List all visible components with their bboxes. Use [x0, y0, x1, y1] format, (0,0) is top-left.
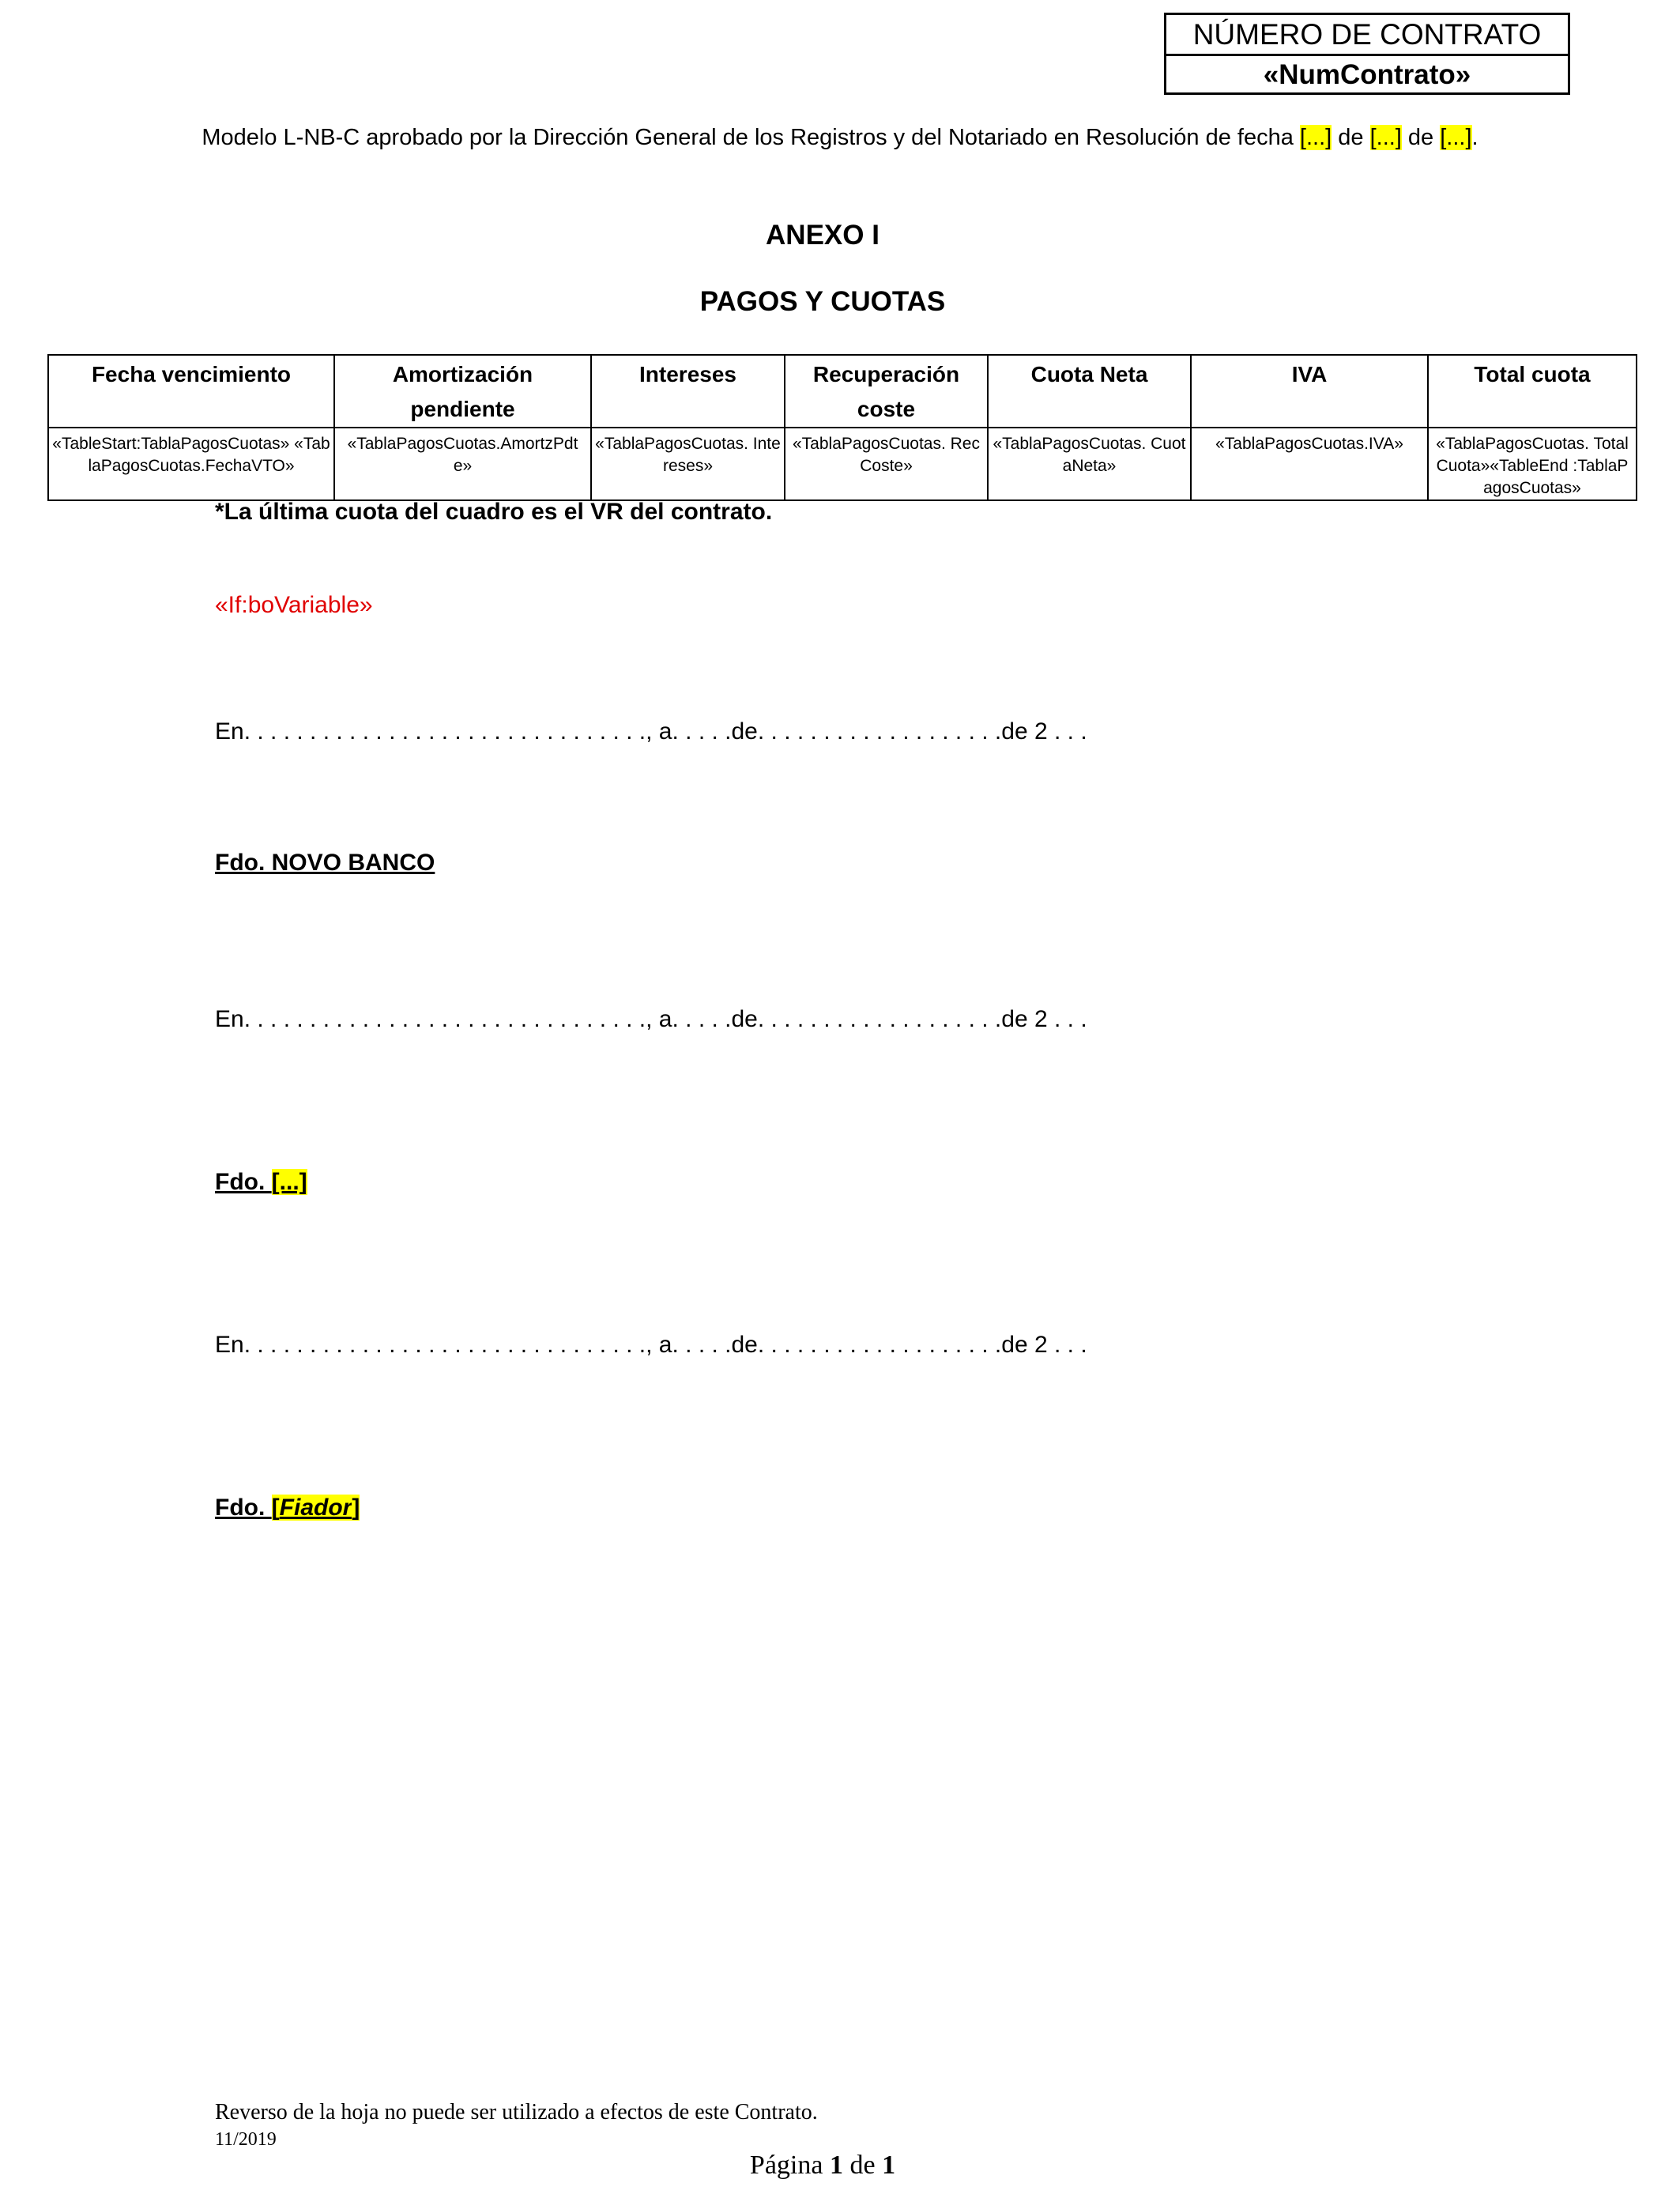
cell-recuperacion-coste: «TablaPagosCuotas. RecCoste» [785, 428, 988, 500]
header-intereses: Intereses [591, 355, 785, 428]
header-total-cuota: Total cuota [1428, 355, 1637, 428]
contract-number-box [1164, 13, 1570, 95]
annex-subtitle: PAGOS Y CUOTAS [699, 286, 946, 317]
signature-fiador-close: ] [352, 1495, 360, 1521]
cell-intereses: «TablaPagosCuotas. Intereses» [591, 428, 785, 500]
contract-number-field: «NumContrato» [1263, 59, 1471, 90]
date-placeholder-month: [...] [1369, 125, 1402, 150]
header-amortizacion-pendiente: Amortización pendiente [334, 355, 591, 428]
page-mid: de [842, 2151, 883, 2180]
date-line-client: En. . . . . . . . . . . . . . . . . . . . . . . . . . . . . . ., a. . . . .de. . . . . . . . . . . . . . . . . . .de 2 . . . [215, 1006, 1087, 1032]
cell-amortizacion-pendiente: «TablaPagosCuotas.AmortzPdte» [334, 428, 591, 500]
header-cuota-neta: Cuota Neta [988, 355, 1191, 428]
modelo-de-1: de [1332, 125, 1370, 150]
signature-client-placeholder: [...] [271, 1169, 307, 1195]
page-total: 1 [882, 2151, 896, 2180]
footer-note: Reverso de la hoja no puede ser utilizado a efectos de este Contrato. [215, 2100, 818, 2124]
header-recuperacion-coste: Recuperación coste [785, 355, 988, 428]
annex-title: ANEXO I [766, 220, 880, 251]
modelo-de-2: de [1401, 125, 1441, 150]
cell-cuota-neta: «TablaPagosCuotas. CuotaNeta» [988, 428, 1191, 500]
payments-table [47, 354, 1637, 501]
modelo-end: . [1471, 125, 1478, 150]
page-current: 1 [829, 2151, 843, 2180]
cell-iva: «TablaPagosCuotas.IVA» [1191, 428, 1428, 500]
signature-fiador-open: [ [271, 1495, 280, 1521]
signature-fiador [215, 1492, 360, 1524]
signature-client [215, 1167, 307, 1198]
signature-client-prefix: Fdo. [215, 1169, 272, 1195]
modelo-text: Modelo L-NB-C aprobado por la Dirección General de los Registros y del Notariado en Resolución de fecha [202, 125, 1300, 150]
date-line-fiador: En. . . . . . . . . . . . . . . . . . . . . . . . . . . . . . ., a. . . . .de. . . . . . . . . . . . . . . . . . .de 2 . . . [215, 1332, 1087, 1358]
footer-date: 11/2019 [215, 2129, 277, 2150]
signature-fiador-name: Fiador [279, 1495, 352, 1521]
header-iva: IVA [1191, 355, 1428, 428]
date-placeholder-year: [...] [1440, 125, 1472, 150]
date-line-novo-banco: En. . . . . . . . . . . . . . . . . . . . . . . . . . . . . . ., a. . . . .de. . . . . . . . . . . . . . . . . . .de 2 . . . [215, 718, 1087, 745]
cell-total-cuota: «TablaPagosCuotas. TotalCuota»«TableEnd :TablaPagosCuotas» [1428, 428, 1637, 500]
cell-fecha-vencimiento: «TableStart:TablaPagosCuotas» «TablaPagosCuotas.FechaVTO» [48, 428, 334, 500]
vr-note: *La última cuota del cuadro es el VR del contrato. [215, 499, 773, 525]
contract-number-label: NÚMERO DE CONTRATO [1166, 15, 1568, 56]
modelo-approval-line [0, 122, 1680, 153]
signature-novo-banco: Fdo. NOVO BANCO [215, 850, 435, 876]
signature-fiador-prefix: Fdo. [215, 1495, 272, 1521]
date-placeholder-day: [...] [1299, 125, 1332, 150]
if-variable-field: «If:boVariable» [215, 592, 373, 618]
table-row [48, 428, 1637, 500]
page-prefix: Página [749, 2151, 830, 2180]
page-number [0, 2150, 1645, 2181]
table-header-row [48, 355, 1637, 428]
header-fecha-vencimiento: Fecha vencimiento [48, 355, 334, 428]
